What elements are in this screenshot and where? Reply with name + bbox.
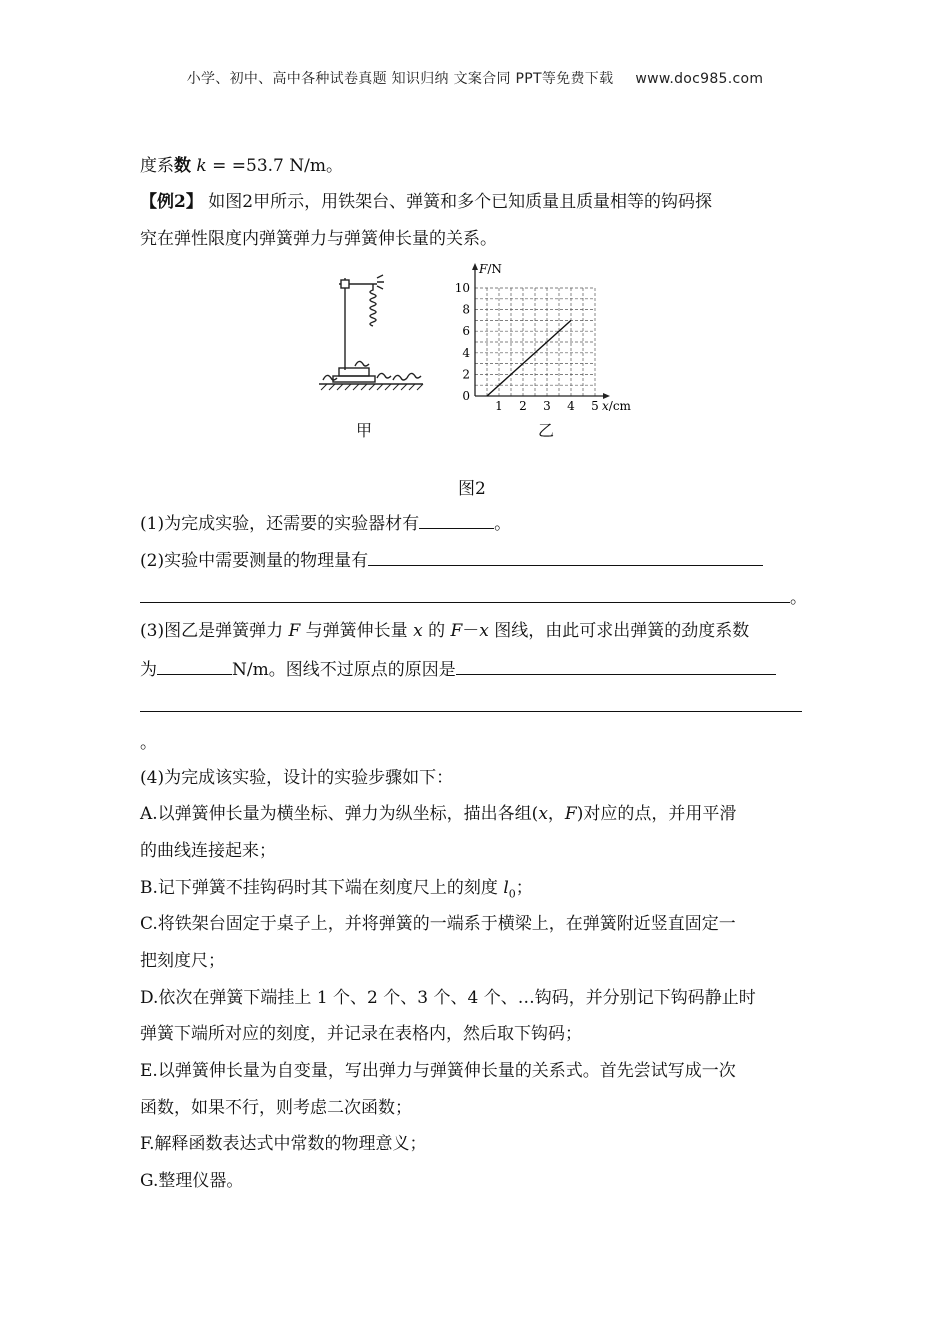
step-E-line-2: 函数，如果不行，则考虑二次函数； [140, 1098, 412, 1118]
q3-b: 与弹簧伸长量 [300, 621, 414, 641]
step-C-line-2: 把刻度尺； [140, 951, 225, 971]
q3-minus: － [462, 621, 480, 641]
x-tick-label: 3 [543, 399, 551, 413]
intro-line [140, 155, 343, 177]
example-text-1: 如图2甲所示，用铁架台、弹簧和多个已知质量且质量相等的钩码探 [202, 192, 713, 212]
step-B-end: ； [515, 878, 533, 898]
q3-blank-k[interactable] [157, 657, 232, 675]
question-3-end: 。 [140, 733, 157, 753]
header-text: 小学、初中、高中各种试卷真题 知识归纳 文案合同 PPT等免费下载 [186, 71, 614, 87]
question-2 [140, 548, 763, 572]
step-D-line-2: 弹簧下端所对应的刻度，并记录在表格内，然后取下钩码； [140, 1024, 582, 1044]
x-tick-label: 4 [567, 399, 575, 413]
chart-grid [475, 288, 595, 396]
series-line [487, 320, 571, 396]
q3-blank-line[interactable] [140, 711, 802, 712]
q3-e: 为 [140, 660, 157, 680]
q2-blank-2[interactable] [140, 585, 790, 603]
step-D-line-1: D.依次在弹簧下端挂上 1 个、2 个、3 个、4 个、…钩码，并分别记下钩码静止时 [140, 988, 756, 1008]
y-tick-label: 6 [462, 324, 470, 339]
step-A-a: A.以弹簧伸长量为横坐标、弹力为纵坐标，描出各组( [140, 804, 539, 824]
x-tick-label: 2 [519, 399, 527, 413]
question-3 [140, 620, 749, 642]
weight-2 [355, 361, 369, 366]
y-axis-label: F/N [479, 262, 502, 276]
step-A-line-1 [140, 803, 736, 825]
figure-right-caption: 乙 [538, 421, 555, 440]
intro-prefix: 度系 [140, 156, 174, 176]
weight-3 [377, 373, 391, 378]
figure-left-caption: 甲 [356, 421, 373, 440]
page-header [0, 68, 950, 88]
example-tag: 【例2】 [140, 192, 203, 212]
intro-k: k [196, 156, 207, 176]
q3-a: (3)图乙是弹簧弹力 [140, 621, 289, 641]
y-tick-label: 10 [454, 281, 470, 295]
step-B-a: B.记下弹簧不挂钩码时其下端在刻度尺上的刻度 [140, 878, 504, 898]
q3-x: x [413, 621, 423, 641]
step-A-c: )对应的点，并用平滑 [576, 804, 737, 824]
question-4-title: (4)为完成该实验，设计的实验步骤如下： [140, 768, 454, 788]
step-A-x: x [538, 804, 548, 824]
spring [370, 284, 376, 326]
question-2-line-2 [140, 585, 807, 609]
figure-caption: 图2 [458, 479, 486, 499]
q2-blank[interactable] [368, 548, 763, 566]
q3-x2: x [479, 621, 489, 641]
q2-text: (2)实验中需要测量的物理量有 [140, 551, 369, 571]
intro-bold: 数 [174, 156, 191, 176]
step-A-F: F [564, 804, 577, 824]
x-axis-label: x/cm [602, 399, 631, 413]
y-tick-label: 2 [462, 367, 470, 382]
step-B-sub: 0 [508, 887, 516, 901]
example-line-1 [140, 191, 712, 213]
x-tick-label: 5 [591, 399, 599, 413]
q3-F: F [288, 621, 301, 641]
q3-f: N/m。图线不过原点的原因是 [232, 660, 456, 680]
y-tick-label: 4 [462, 345, 470, 360]
figure-apparatus [315, 270, 427, 395]
question-3-line-2 [140, 657, 776, 681]
weight-4 [393, 375, 407, 380]
q1-end: 。 [494, 514, 512, 534]
intro-eq: = =53.7 N/m。 [206, 156, 343, 176]
question-1 [140, 511, 511, 535]
y-axis-arrow [472, 263, 478, 270]
step-C-line-1: C.将铁架台固定于桌子上，并将弹簧的一端系于横梁上，在弹簧附近竖直固定一 [140, 914, 736, 934]
header-site[interactable]: www.doc985.com [635, 71, 764, 87]
q2-end: 。 [790, 588, 807, 608]
y-tick-label: 0 [462, 389, 470, 403]
y-tick-label: 8 [462, 302, 470, 317]
example-line-2: 究在弹性限度内弹簧弹力与弹簧伸长量的关系。 [140, 229, 497, 249]
q3-d: 图线，由此可求出弹簧的劲度系数 [488, 621, 750, 641]
step-A-b: ， [547, 804, 565, 824]
weight-5 [407, 373, 421, 378]
q1-blank[interactable] [419, 511, 494, 529]
q3-F2: F [450, 621, 463, 641]
step-A-line-2: 的曲线连接起来； [140, 841, 276, 861]
q1-text: (1)为完成实验，还需要的实验器材有 [140, 514, 420, 534]
step-B-l: l [503, 878, 509, 898]
fx-chart [450, 258, 640, 416]
stand-base [339, 368, 369, 376]
step-B [140, 877, 533, 905]
q3-blank-reason[interactable] [456, 657, 776, 675]
x-tick-label: 1 [495, 399, 503, 413]
step-E-line-1: E.以弹簧伸长量为自变量，写出弹力与弹簧伸长量的关系式。首先尝试写成一次 [140, 1061, 736, 1081]
step-G: G.整理仪器。 [140, 1171, 244, 1191]
q3-c: 的 [422, 621, 451, 641]
step-F: F.解释函数表达式中常数的物理意义； [140, 1134, 427, 1154]
